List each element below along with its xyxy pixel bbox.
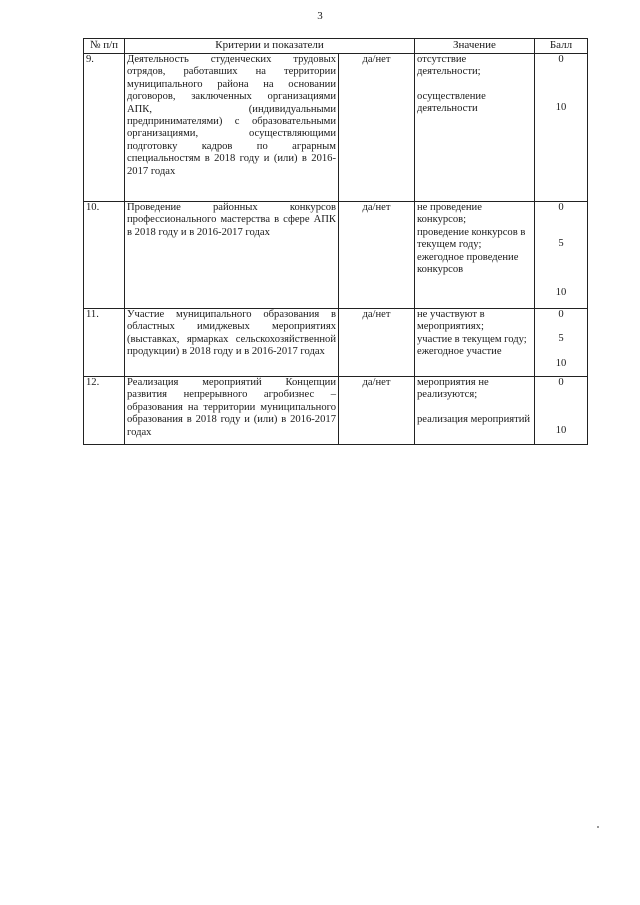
score-item: 10 [555, 286, 567, 298]
criteria-table [83, 38, 588, 445]
value-item: осуществление деятельности [417, 90, 486, 115]
score-item: 5 [558, 333, 564, 345]
score-item: 10 [555, 102, 567, 114]
criteria-cell: Участие муниципального образования в областных имиджевых мероприятиях (выставках, ярмарках сельскохозяйственной продукции) в 2018 году и в 2016-2017 годах [125, 309, 339, 377]
score-item: 10 [555, 357, 567, 369]
score-item: 0 [558, 202, 564, 213]
page-number: 3 [317, 10, 323, 22]
table-row [84, 202, 588, 309]
value-item: не участвуют в мероприятиях; [417, 309, 485, 333]
value-item: мероприятия не реализуются; [417, 377, 489, 401]
score-item: 0 [558, 377, 564, 388]
table-row [84, 377, 588, 445]
criteria-cell: Проведение районных конкурсов профессионального мастерства в сфере АПК в 2018 году и в 2016-2017 годах [125, 202, 339, 309]
value-cell [415, 377, 535, 445]
header-num: № п/п [84, 39, 125, 54]
value-item: проведение конкурсов в текущем году; [417, 226, 526, 251]
score-cell [535, 54, 588, 202]
table-row [84, 309, 588, 377]
row-number: 12. [84, 377, 125, 445]
score-item: 5 [558, 238, 564, 250]
table-row [84, 54, 588, 202]
table-header-row [84, 39, 588, 54]
value-cell [415, 54, 535, 202]
value-item: ежегодное участие [417, 346, 502, 358]
score-cell [535, 377, 588, 445]
header-value: Значение [415, 39, 535, 54]
header-score: Балл [535, 39, 588, 54]
score-item: 0 [558, 309, 564, 320]
score-cell [535, 202, 588, 309]
score-cell [535, 309, 588, 377]
value-item: ежегодное проведение конкурсов [417, 251, 519, 276]
value-item: реализация мероприятий [417, 413, 531, 425]
score-item: 0 [558, 54, 564, 65]
row-number: 11. [84, 309, 125, 377]
type-cell: да/нет [339, 309, 415, 377]
type-cell: да/нет [339, 54, 415, 202]
value-cell [415, 309, 535, 377]
row-number: 9. [84, 54, 125, 202]
criteria-cell: Реализация мероприятий Концепции развития непрерывного агробизнес – образования на территории муниципального образования в 2018 году и (или) в 2016-2017 годах [125, 377, 339, 445]
value-cell [415, 202, 535, 309]
criteria-cell: Деятельность студенческих трудовых отрядов, работавших на территории муниципального района на основании договоров, заключенных организациями АПК, (индивидуальными предпринимателями) с образовательными организациями, осуществляющими подготовку кадров по аграрным специальностям в 2018 году и (или) в 2016-2017 годах [125, 54, 339, 202]
value-item: не проведение конкурсов; [417, 202, 482, 226]
score-item: 10 [555, 425, 567, 437]
value-item: отсутствие деятельности; [417, 54, 481, 78]
row-number: 10. [84, 202, 125, 309]
scan-speck [597, 826, 599, 828]
type-cell: да/нет [339, 202, 415, 309]
value-item: участие в текущем году; [417, 333, 527, 345]
type-cell: да/нет [339, 377, 415, 445]
header-criteria: Критерии и показатели [125, 39, 415, 54]
